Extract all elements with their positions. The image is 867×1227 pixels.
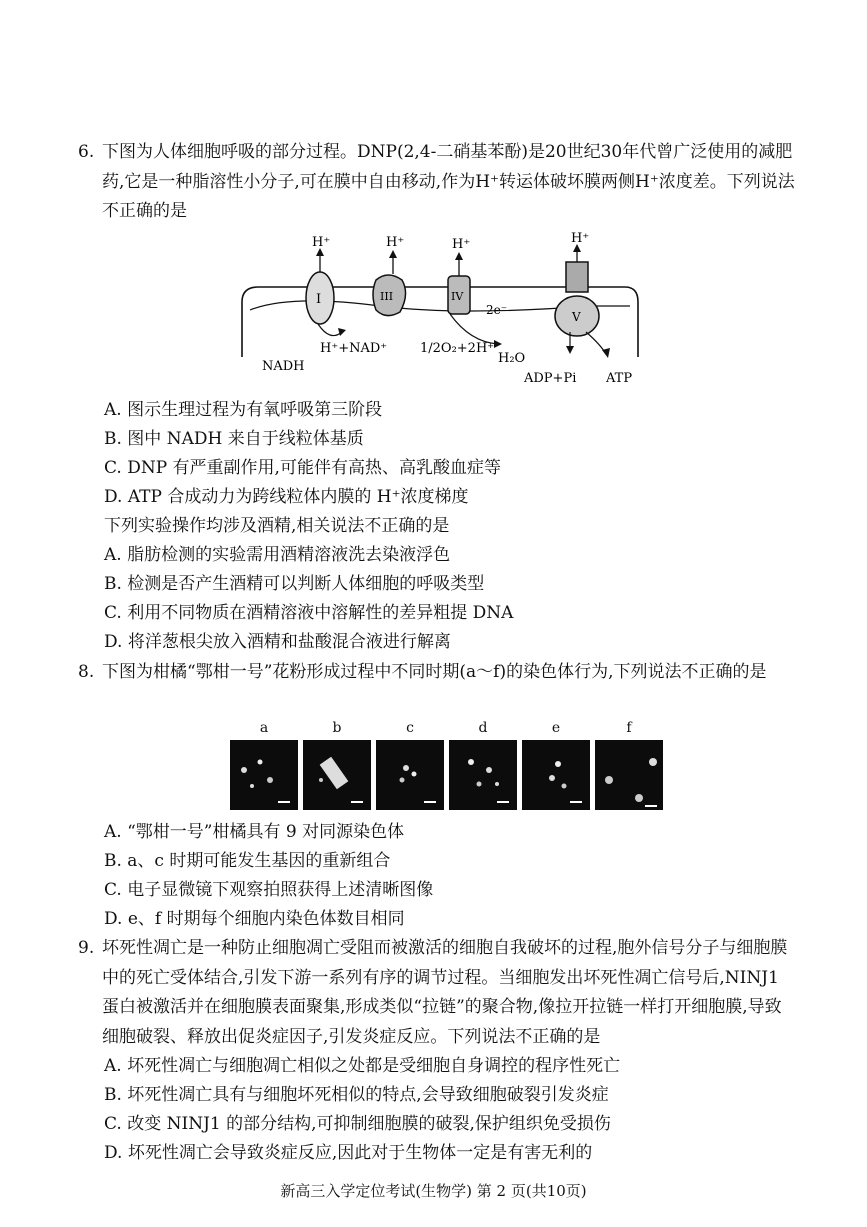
h-plus-label-1: H⁺ [312,235,331,250]
micrograph-b [303,740,371,810]
micrograph-d [449,740,517,810]
micrograph-c [376,740,444,810]
q9-option-a[interactable]: A. 坏死性凋亡与细胞凋亡相似之处都是受细胞自身调控的程序性死亡 [104,1056,621,1076]
nadh-label: NADH [262,359,305,374]
q6-option-b[interactable]: B. 图中 NADH 来自于线粒体基质 [104,429,364,449]
atp-label: ATP [606,371,633,386]
question-number: 6. [78,142,95,162]
q9-option-b[interactable]: B. 坏死性凋亡具有与细胞坏死相似的特点,会导致细胞破裂引发炎症 [104,1085,609,1105]
panel-label-a: a [259,720,269,736]
h-plus-label-2: H⁺ [386,235,405,250]
panel-label-b: b [332,720,342,736]
q7-option-d[interactable]: D. 将洋葱根尖放入酒精和盐酸混合液进行解离 [104,632,451,652]
q7-option-c[interactable]: C. 利用不同物质在酒精溶液中溶解性的差异粗提 DNA [104,603,514,623]
h-plus-label-3: H⁺ [452,237,471,252]
panel-label-c: c [406,720,414,736]
complex-iv-label: IV [451,290,464,303]
electron-label: 2e⁻ [486,303,508,317]
micrograph-a [230,740,298,810]
question-number: 8. [78,662,95,682]
micrograph-e [522,740,590,810]
q6-option-c[interactable]: C. DNP 有严重副作用,可能伴有高热、高乳酸血症等 [104,458,501,478]
panel-label-f: f [626,720,632,736]
question-number: 9. [78,938,95,958]
question-9 [78,934,798,1052]
q8-option-d[interactable]: D. e、f 时期每个细胞内染色体数目相同 [104,909,405,929]
q6-option-d[interactable]: D. ATP 合成动力为跨线粒体内膜的 H⁺浓度梯度 [104,487,469,507]
complex-v-label: V [572,310,581,324]
nad-label: H⁺+NAD⁺ [320,341,388,356]
h-plus-label-4: H⁺ [571,232,590,246]
panel-label-e: e [551,720,561,736]
q9-option-d[interactable]: D. 坏死性凋亡会导致炎症反应,因此对于生物体一定是有害无利的 [104,1143,593,1163]
oxygen-label: 1/2O₂+2H⁺ [420,341,495,356]
q6-option-a[interactable]: A. 图示生理过程为有氧呼吸第三阶段 [104,400,383,420]
q8-option-a[interactable]: A. “鄂柑一号”柑橘具有 9 对同源染色体 [104,822,405,842]
q7-option-b[interactable]: B. 检测是否产生酒精可以判断人体细胞的呼吸类型 [104,574,485,594]
micrograph-f [595,740,663,810]
panel-label-d: d [478,720,488,736]
atp-synthase-stalk [566,262,588,292]
question-stem: 坏死性凋亡是一种防止细胞凋亡受阻而被激活的细胞自我破坏的过程,胞外信号分子与细胞膜中的死亡受体结合,引发下游一系列有序的调节过程。当细胞发出坏死性凋亡信号后,NINJ1 蛋白被激活并在细胞膜表面聚集,形成类似“拉链”的聚合物,像拉开拉链一样打开细胞膜,导致细胞破裂、释放出促炎症因子,引发炎症反应。下列说法不正确的是 [102,938,788,1047]
adp-label: ADP+Pi [524,371,577,386]
q8-option-b[interactable]: B. a、c 时期可能发生基因的重新组合 [104,851,391,871]
q9-option-c[interactable]: C. 改变 NINJ1 的部分结构,可抑制细胞膜的破裂,保护组织免受损伤 [104,1114,611,1134]
q7-option-a[interactable]: A. 脂肪检测的实验需用酒精溶液洗去染液浮色 [104,545,451,565]
question-stem: 下图为人体细胞呼吸的部分过程。DNP(2,4-二硝基苯酚)是20世纪30年代曾广泛使用的减肥药,它是一种脂溶性小分子,可在膜中自由移动,作为H⁺转运体破坏膜两侧H⁺浓度差。下列说法不正确的是 [102,142,795,221]
question-8 [78,658,798,688]
respiration-diagram [230,232,650,392]
page-footer: 新高三入学定位考试(生物学) 第 2 页(共10页) [280,1182,587,1200]
question-6 [78,138,798,227]
complex-iii-label: III [380,290,394,303]
q7-stem: 下列实验操作均涉及酒精,相关说法不正确的是 [104,516,450,536]
water-label: H₂O [498,351,526,366]
q8-option-c[interactable]: C. 电子显微镜下观察拍照获得上述清晰图像 [104,880,434,900]
question-stem: 下图为柑橘“鄂柑一号”花粉形成过程中不同时期(a～f)的染色体行为,下列说法不正确的是 [102,662,767,682]
complex-i-label: I [316,292,322,307]
